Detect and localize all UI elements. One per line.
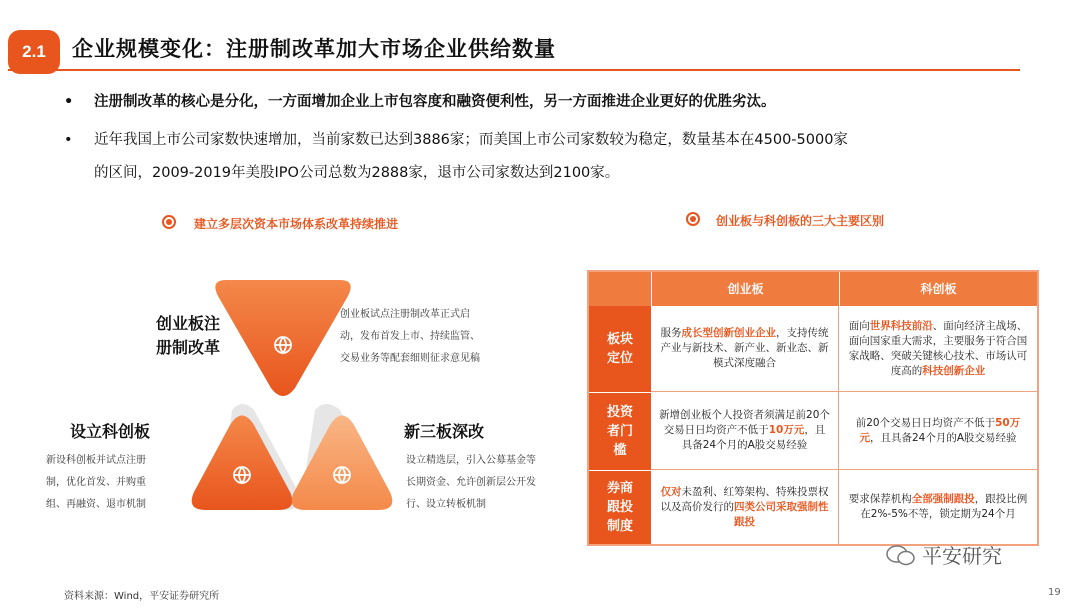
- item-desc-chuangye-reform: 创业板试点注册制改革正式启 动，发布首发上市、持续监管、 交易业务等配套细则征求意见稿: [340, 309, 480, 364]
- section-number-badge: 2.1: [8, 30, 60, 74]
- bullet-marker: •: [64, 94, 74, 110]
- table-cell: 要求保荐机构全部强制跟投，跟投比例在2%-5%不等，锁定期为24个月: [848, 493, 1028, 520]
- item-label-xinsanban: 新三板深改: [404, 422, 485, 441]
- table-row-header-broker-coinvestment: 券商 跟投 制度: [589, 470, 651, 544]
- bullet-1: [64, 86, 1024, 119]
- target-icon: [162, 215, 176, 229]
- right-panel-heading: 创业板与科创板的三大主要区别: [716, 214, 885, 228]
- table-cell: 前20个交易日日均资产不低于50万元，且具备24个月的A股交易经验: [839, 392, 1037, 470]
- bullet-2-text-line1: 近年我国上市公司家数快速增加，当前家数已达到3886家；而美国上市公司家数较为稳定，数量基本在4500-5000家: [94, 132, 848, 148]
- page-title: 企业规模变化：注册制改革加大市场企业供给数量: [72, 37, 556, 61]
- item-desc-xinsanban: 设立精选层，引入公募基金等 长期资金、允许创新层公开发 行、设立转板机制: [406, 455, 536, 510]
- wechat-icon: [886, 544, 916, 566]
- table-row-header-positioning: 板块 定位: [589, 306, 651, 392]
- item-label-chuangye-reform: 创业板注 册制改革: [156, 314, 221, 357]
- table-header-chuangye: 创业板: [651, 272, 839, 306]
- bullet-2: [64, 124, 1024, 157]
- table-row-header-investor-threshold: 投资 者门 槛: [589, 392, 651, 470]
- table-cell: 仅对未盈利、红筹架构、特殊投票权以及高价发行的四类公司采取强制性跟投: [651, 470, 839, 544]
- item-label-kechuang: 设立科创板: [70, 422, 151, 441]
- table-cell: 面向世界科技前沿、面向经济主战场、面向国家重大需求，主要服务于符合国家战略、突破关键核心技术、市场认可度高的科技创新企业: [839, 306, 1037, 392]
- bullet-marker: •: [64, 132, 73, 148]
- bullet-2-text-line2: 的区间，2009-2019年美股IPO公司总数为2888家，退市公司家数达到2100家。: [94, 165, 620, 181]
- title-divider: [8, 69, 1020, 71]
- table-header-kechuang: 科创板: [839, 272, 1037, 306]
- table-corner: [589, 272, 651, 306]
- table-cell: 新增创业板个人投资者须满足前20个交易日日均资产不低于10万元，且具备24个月的A股交易经验: [651, 392, 839, 470]
- source-note: 资料来源：Wind，平安证券研究所: [64, 591, 220, 602]
- left-panel-heading: 建立多层次资本市场体系改革持续推进: [194, 217, 399, 231]
- bullet-1-text: 注册制改革的核心是分化，一方面增加企业上市包容度和融资便利性，另一方面推进企业更好的优胜劣汰。: [94, 94, 776, 110]
- watermark-text: 平安研究: [922, 544, 1002, 568]
- item-desc-kechuang: 新设科创板并试点注册 制，优化首发、并购重 组、再融资、退市机制: [46, 455, 146, 510]
- watermark: [886, 540, 1002, 569]
- comparison-table: [587, 270, 1039, 546]
- target-icon: [686, 212, 700, 226]
- triangle-bottom-right: [292, 416, 393, 511]
- page-number: 19: [1048, 587, 1061, 598]
- table-cell: 服务成长型创新创业企业，支持传统产业与新技术、新产业、新业态、新模式深度融合: [651, 306, 839, 392]
